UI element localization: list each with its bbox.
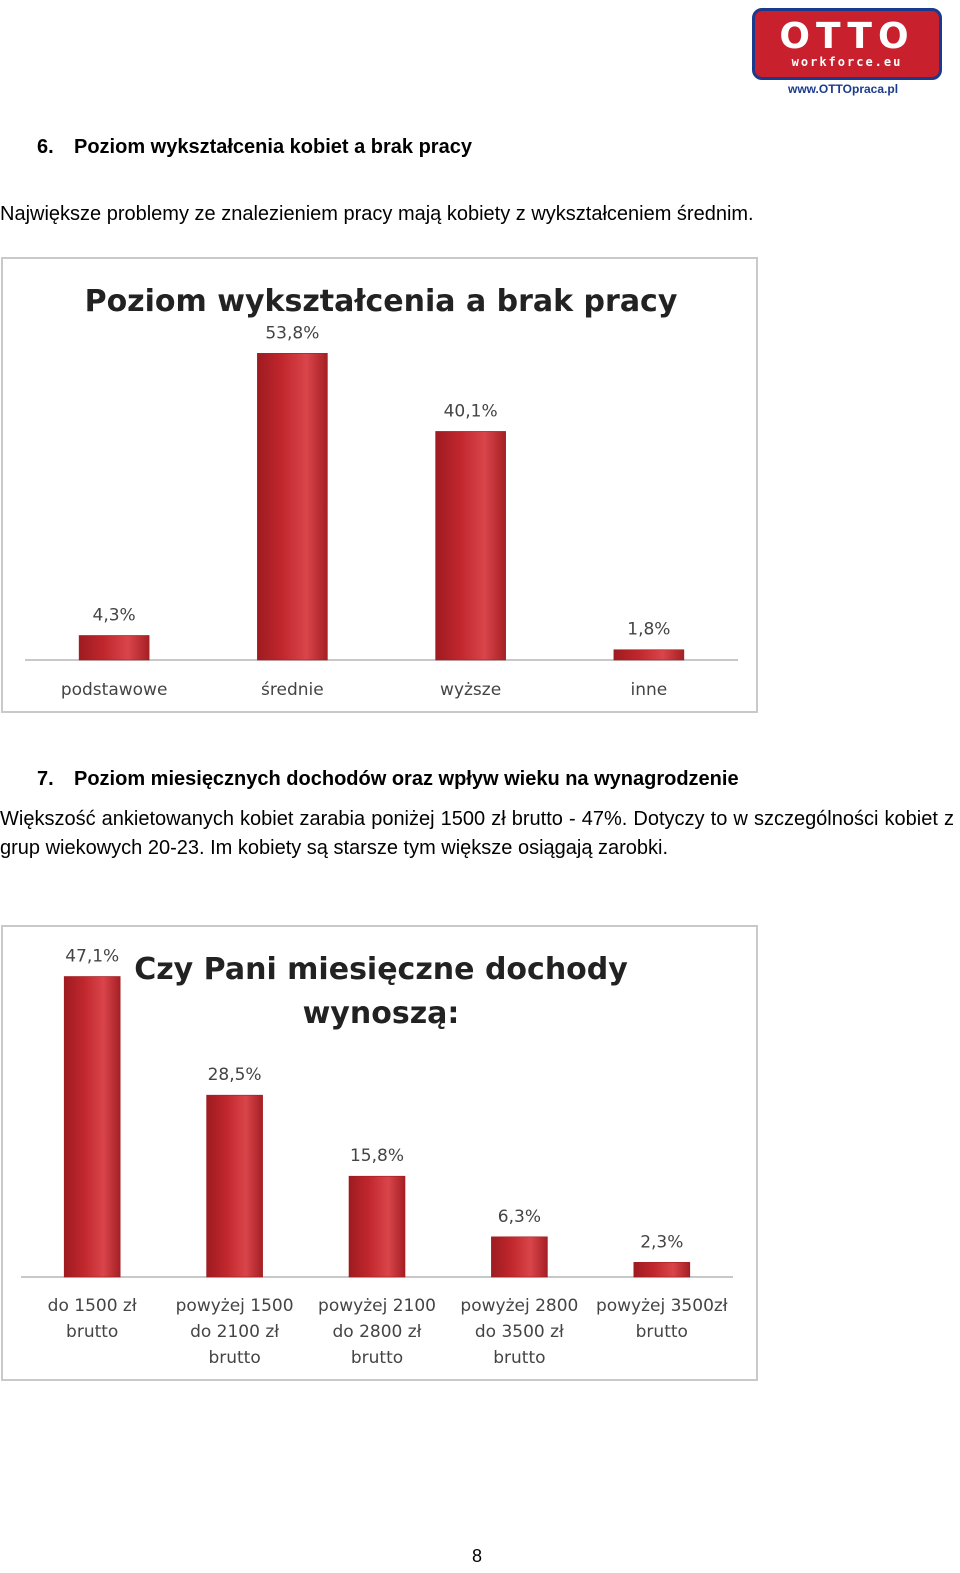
category-label-5 — [596, 1296, 728, 1342]
bar-2 — [257, 353, 327, 660]
category-label-4 — [460, 1296, 578, 1368]
chart-title — [134, 952, 628, 1031]
category-label-line: średnie — [261, 680, 324, 700]
category-label-line: brutto — [493, 1348, 546, 1368]
category-label-line: inne — [630, 680, 668, 700]
logo-url: www.OTTOpraca.pl — [788, 82, 899, 96]
section-6-paragraph: Największe problemy ze znalezieniem pracy mają kobiety z wykształceniem średnim. — [0, 203, 754, 225]
chart-title-line: Czy Pani miesięczne dochody — [134, 952, 628, 987]
category-label-line: powyżej 2800 — [460, 1296, 579, 1316]
data-label-3: 40,1% — [443, 401, 498, 422]
section-7-title: Poziom miesięcznych dochodów oraz wpływ wieku na wynagrodzenie — [74, 768, 739, 790]
section-6-heading — [37, 136, 472, 159]
data-label-1: 4,3% — [92, 605, 136, 626]
category-label-line: do 2100 zł — [190, 1322, 280, 1342]
chart-title — [85, 284, 678, 319]
data-label-5: 2,3% — [640, 1232, 684, 1253]
data-label-2: 28,5% — [207, 1065, 262, 1086]
company-logo — [752, 8, 946, 100]
bar-1 — [79, 635, 149, 660]
section-6-number: 6. — [37, 136, 54, 158]
category-label-line: do 2800 zł — [332, 1322, 422, 1342]
category-label-line: wyższe — [440, 680, 502, 700]
bar-2 — [207, 1095, 263, 1277]
category-label-line: brutto — [66, 1322, 119, 1342]
category-label-line: brutto — [208, 1348, 261, 1368]
bar-4 — [491, 1237, 547, 1277]
category-label-line: do 1500 zł — [47, 1296, 137, 1316]
chart-income-svg — [3, 927, 756, 1379]
category-label-3 — [440, 680, 501, 700]
data-label-1: 47,1% — [65, 946, 120, 967]
category-label-1 — [61, 680, 168, 700]
section-6-title: Poziom wykształcenia kobiet a brak pracy — [74, 136, 472, 158]
category-label-3 — [318, 1296, 436, 1368]
bar-3 — [349, 1176, 405, 1277]
category-label-line: powyżej 2100 — [318, 1296, 436, 1316]
category-label-line: powyżej 1500 — [175, 1296, 294, 1316]
chart-title-line: Poziom wykształcenia a brak pracy — [84, 284, 678, 319]
category-label-1 — [48, 1296, 137, 1342]
data-label-2: 53,8% — [265, 323, 320, 344]
bar-4 — [614, 650, 684, 660]
category-label-line: do 3500 zł — [474, 1322, 564, 1342]
logo-badge — [752, 8, 942, 80]
data-label-4: 1,8% — [627, 619, 671, 640]
data-label-3: 15,8% — [349, 1146, 405, 1167]
logo-subtitle: workforce.eu — [791, 55, 903, 69]
category-label-2 — [261, 680, 324, 700]
section-7-number: 7. — [37, 768, 54, 790]
category-label-line: brutto — [350, 1348, 404, 1368]
category-label-2 — [176, 1296, 294, 1368]
bar-3 — [436, 431, 506, 660]
page-number: 8 — [471, 1546, 482, 1566]
chart-education — [1, 257, 758, 713]
chart-education-svg — [3, 259, 756, 711]
section-7-paragraph: Większość ankietowanych kobiet zarabia poniżej 1500 zł brutto - 47%. Dotyczy to w szczególności kobiet z grup wiekowych 20-23. Im kobiety są starsze tym większe osiągają zarobki. — [0, 808, 954, 859]
logo-word: OTTO — [779, 16, 915, 57]
bar-5 — [634, 1262, 690, 1277]
category-label-line: brutto — [635, 1322, 688, 1342]
section-7-heading — [37, 768, 739, 791]
category-label-line: powyżej 3500zł — [595, 1296, 728, 1316]
chart-income — [1, 925, 758, 1381]
bar-1 — [64, 977, 120, 1277]
category-label-line: podstawowe — [60, 680, 168, 700]
category-label-4 — [631, 680, 668, 700]
chart-title-line: wynoszą: — [302, 996, 460, 1031]
data-label-4: 6,3% — [497, 1206, 542, 1227]
